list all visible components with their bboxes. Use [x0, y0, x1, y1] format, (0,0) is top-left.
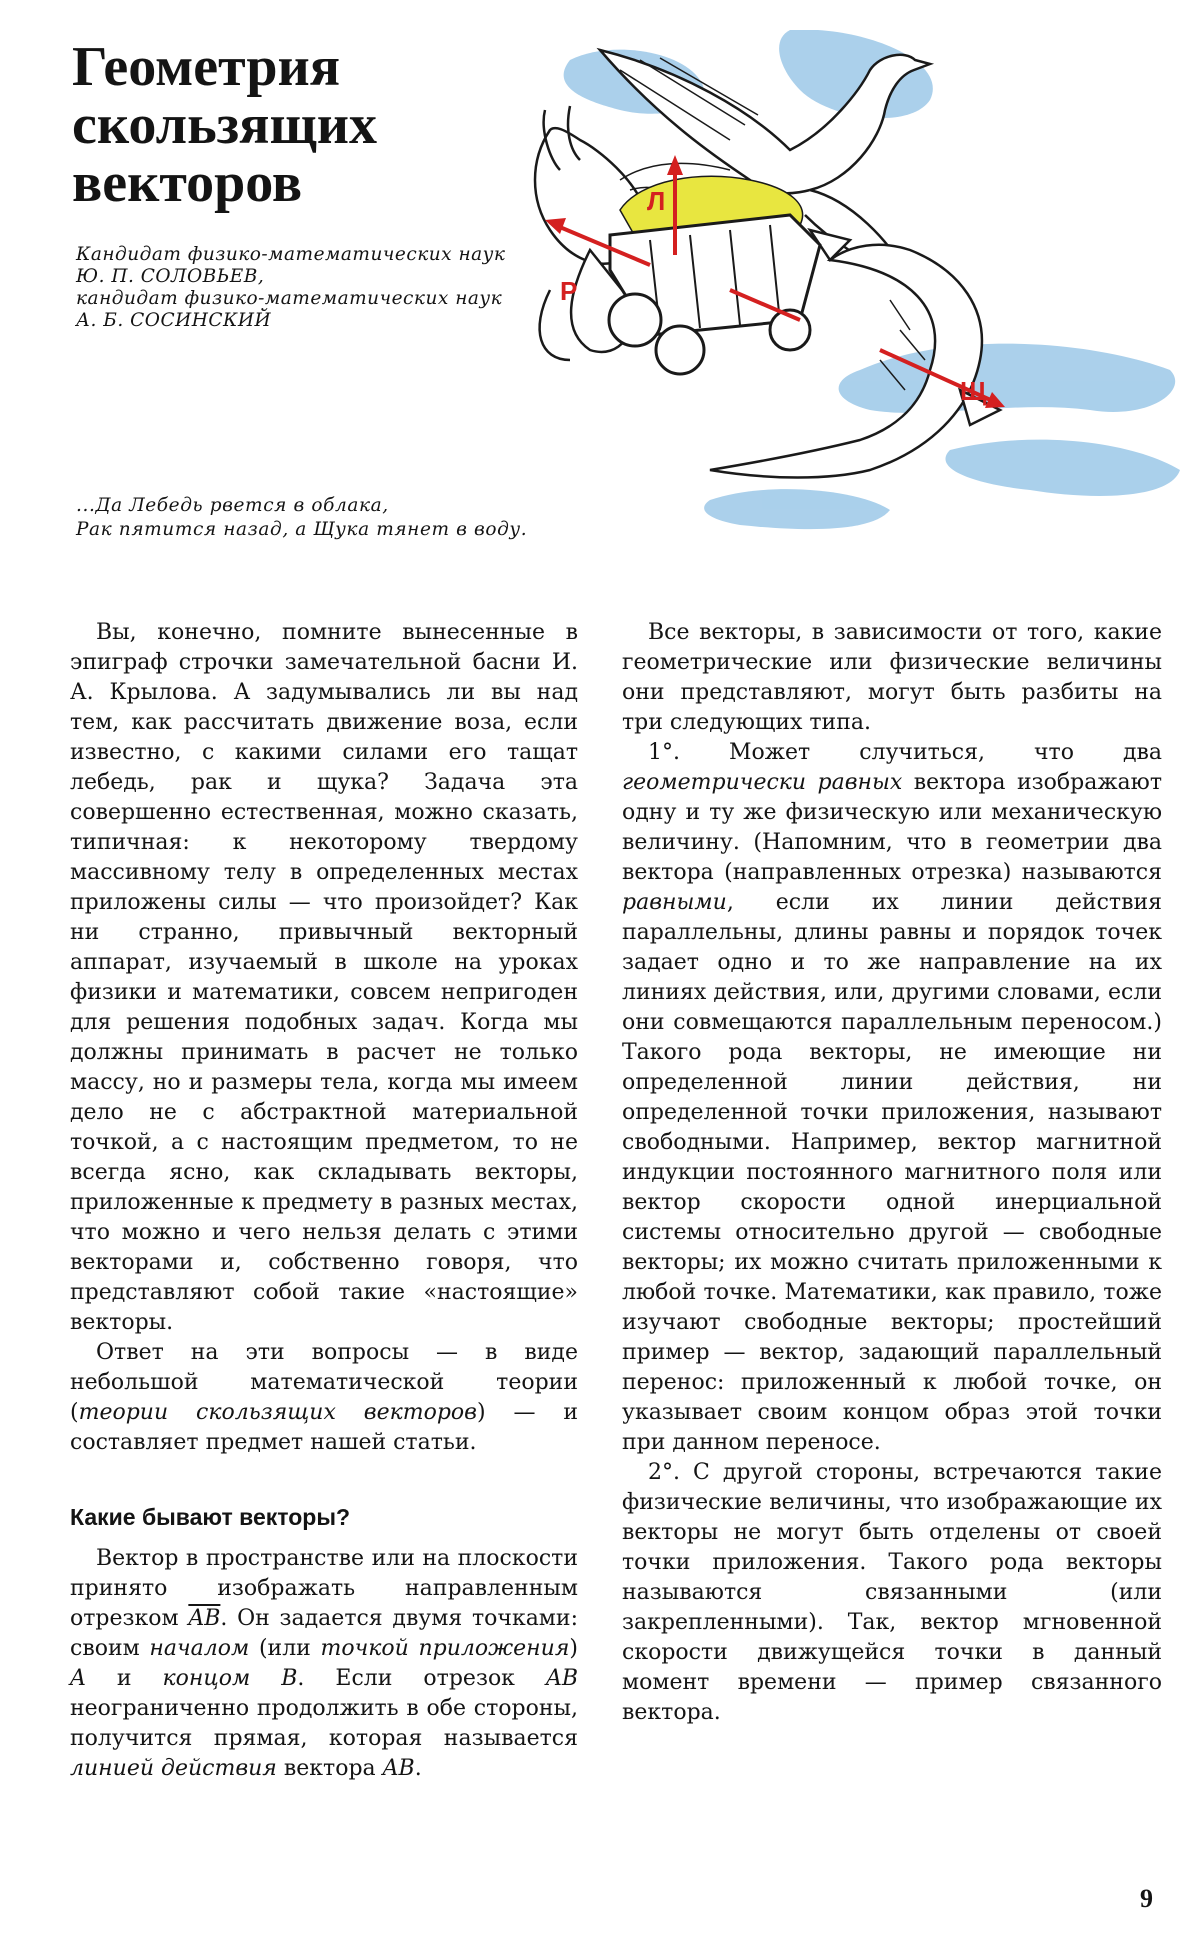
- text-run: вектора изображают одну и ту же физическую или механическую величину. (Напомним, что в геометрии два вектора (направленных отрезка) называются: [622, 770, 1162, 885]
- text-run: Вектор в пространстве или на плоскости принято изображать направленным отрезком: [70, 1546, 578, 1631]
- vector-ab: $\overline{AB}$: [188, 1606, 221, 1631]
- swan-crayfish-pike-illustration: [530, 30, 1190, 590]
- emphasis: теории скользящих векторов: [78, 1400, 477, 1425]
- epigraph: [76, 494, 596, 542]
- right-column: [622, 618, 1162, 1728]
- emphasis: A: [70, 1666, 86, 1691]
- text-run: .: [414, 1756, 422, 1781]
- text-run: (или: [249, 1636, 321, 1661]
- emphasis: точкой приложения: [320, 1636, 570, 1661]
- emphasis: линией действия: [70, 1756, 277, 1781]
- left-paragraph-2: [70, 1338, 578, 1458]
- author-line-1: Кандидат физико-математических наук: [76, 244, 506, 265]
- swan-force-arrowhead: [667, 155, 683, 175]
- text-run: ) — и составляет предмет нашей статьи.: [70, 1400, 579, 1455]
- text-run: , если их линии действия параллельны, длины равны и порядок точек задает одно и то же направление на их линиях действия, или, другими словами, если они совмещаются параллельным переносом.) Такого рода векторы, не имеющие ни определенной линии действия, ни определенной точки приложения, называют свободными. Например, вектор магнитной индукции постоянного магнитного поля или вектор скорости одной инерциальной системы относительно другой — свободные векторы; их можно считать приложенными к любой точке. Математики, как правило, тоже изучают свободные векторы; простейший пример — вектор, задающий параллельный перенос: приложенный к любой точке, он указывает своим концом образ этой точки при данном переносе.: [622, 890, 1162, 1455]
- left-paragraph-3: [70, 1544, 578, 1784]
- authors-block: [76, 244, 546, 332]
- emphasis: AB: [545, 1666, 578, 1691]
- text-run: ): [569, 1636, 578, 1661]
- cart-drawing: [609, 176, 820, 374]
- left-column: [70, 618, 578, 1784]
- text-run: и: [85, 1666, 163, 1691]
- text-run: вектора: [276, 1756, 383, 1781]
- emphasis: геометрически равных: [622, 770, 903, 795]
- emphasis: концом B: [162, 1666, 298, 1691]
- author-line-4: А. Б. СОСИНСКИЙ: [76, 310, 272, 331]
- text-run: Ответ на эти вопросы — в виде небольшой математической теории (: [70, 1340, 578, 1425]
- epigraph-line-2: Рак пятится назад, а Щука тянет в воду.: [76, 519, 528, 540]
- text-run: . Если отрезок: [297, 1666, 546, 1691]
- label-pike: Щ: [960, 376, 987, 406]
- author-line-3: кандидат физико-математических наук: [76, 288, 503, 309]
- label-crayfish: Р: [560, 276, 578, 306]
- right-paragraph-3: 2°. С другой стороны, встречаются такие физические величины, что изображающие их векторы не могут быть отделены от своей точки приложения. Такого рода векторы называются связанными (или закрепленными). Так, вектор мгновенной скорости движущейся точки в данный момент времени — пример связанного вектора.: [622, 1460, 1162, 1725]
- left-paragraph-1: Вы, конечно, помните вынесенные в эпиграф строчки замечательной басни И. А. Крылова. А задумывались ли вы над тем, как рассчитать движение воза, если известно, с какими силами его тащат лебедь, рак и щука? Задача эта совершенно естественная, можно сказать, типичная: к некоторому твердому массивному телу в определенных местах приложены силы — что произойдет? Как ни странно, привычный векторный аппарат, изучаемый в школе на уроках физики и математики, совсем непригоден для решения подобных задач. Когда мы должны принимать в расчет не только массу, но и размеры тела, когда мы имеем дело не с абстрактной материальной точкой, а с настоящим предметом, то не всегда ясно, как складывать векторы, приложенные к предмету в разных местах, что можно и чего нельзя делать с этими векторами и, собственно говоря, что представляют собой такие «настоящие» векторы.: [70, 620, 578, 1335]
- right-paragraph-1: Все векторы, в зависимости от того, какие геометрические или физические величины они представляют, могут быть разбиты на три следующих типа.: [622, 620, 1162, 735]
- right-paragraph-2: [622, 738, 1162, 1458]
- author-line-2: Ю. П. СОЛОВЬЕВ,: [76, 266, 265, 287]
- text-run: 1°. Может случиться, что два: [648, 740, 1162, 765]
- label-swan: Л: [647, 186, 666, 216]
- epigraph-line-1: ...Да Лебедь рвется в облака,: [76, 495, 389, 516]
- article-title: Геометрия скользящих векторов: [72, 36, 378, 214]
- text-run: неограниченно продолжить в обе стороны, получится прямая, которая называется: [70, 1696, 578, 1751]
- text-run: . Он задается двумя точками: своим: [70, 1606, 578, 1661]
- emphasis: AB: [382, 1756, 415, 1781]
- page-number: 9: [1140, 1884, 1153, 1913]
- emphasis: началом: [149, 1636, 250, 1661]
- section-heading: Какие бывают векторы?: [70, 1504, 351, 1530]
- emphasis: равными: [622, 890, 727, 915]
